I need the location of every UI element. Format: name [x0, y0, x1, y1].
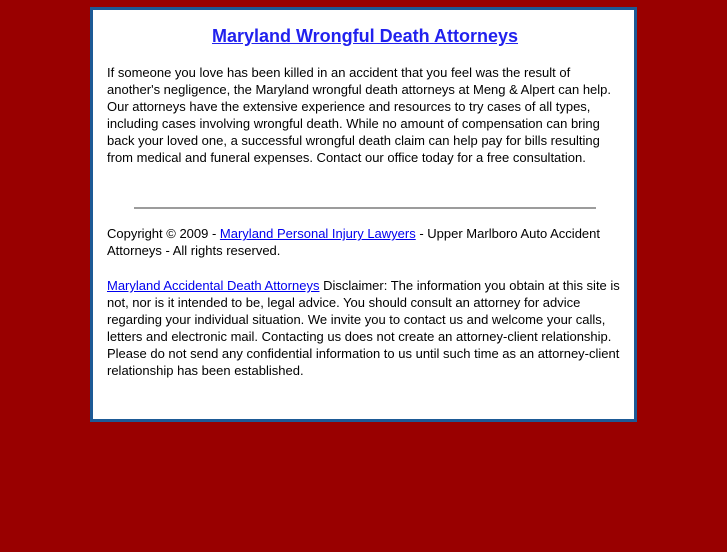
disclaimer-body: Disclaimer: The information you obtain at this site is not, nor is it intended to be, legal advice. You should consult an attorney for advice regarding your individual situation. We invite you to contact us and welcome your calls, letters and electronic mail. Contacting us does not create an attorney-client relationship. Please do not send any confidential information to us until such time as an attorney-client relationship has been established.	[107, 278, 620, 378]
copyright-text	[107, 225, 623, 259]
accidental-death-attorneys-link[interactable]: Maryland Accidental Death Attorneys	[107, 278, 320, 293]
page-title-link[interactable]: Maryland Wrongful Death Attorneys	[211, 26, 519, 46]
horizontal-divider	[134, 207, 596, 209]
personal-injury-lawyers-link[interactable]: Maryland Personal Injury Lawyers	[219, 226, 416, 241]
page-background	[0, 7, 727, 552]
disclaimer-text	[107, 277, 623, 379]
intro-paragraph: If someone you love has been killed in an accident that you feel was the result of another's negligence, the Maryland wrongful death attorneys at Meng & Alpert can help. Our attorneys have the extensive experience and resources to try cases of all types, including cases involving wrongful death. While no amount of compensation can bring back your loved one, a successful wrongful death claim can help pay for bills resulting from medical and funeral expenses. Contact our office today for a free consultation.	[107, 65, 612, 165]
content-panel	[90, 7, 637, 422]
copyright-prefix: Copyright © 2009 -	[107, 226, 220, 241]
copyright-suffix: - Upper Marlboro Auto Accident Attorneys - All rights reserved.	[107, 226, 600, 258]
page-title	[107, 26, 623, 46]
